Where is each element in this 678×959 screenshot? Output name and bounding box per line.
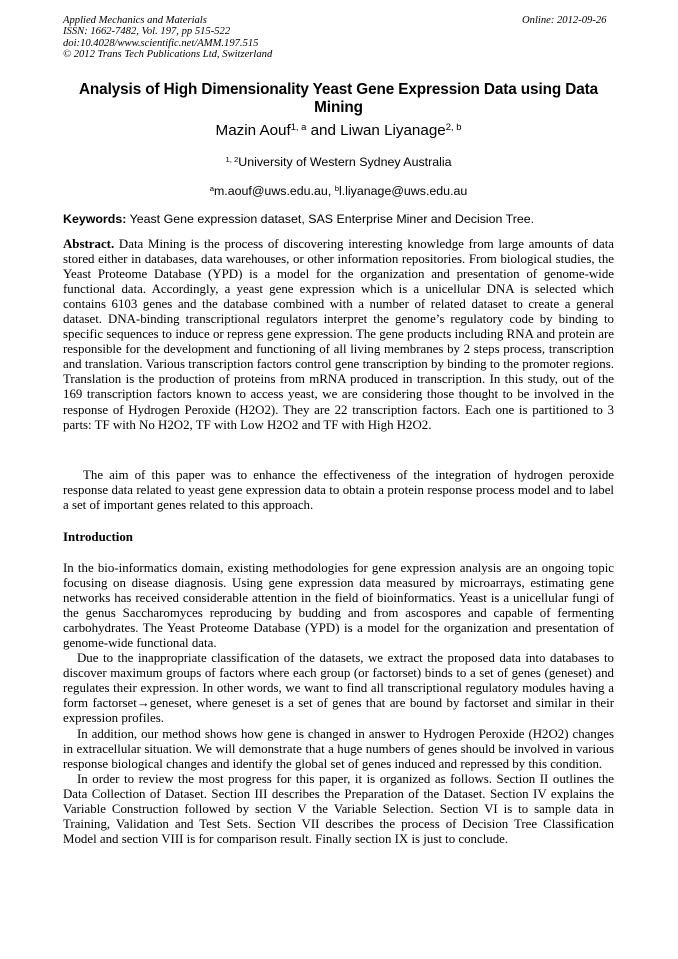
author-superscript: 2, b: [445, 120, 462, 132]
affiliation: [63, 155, 614, 171]
affiliation-text: University of Western Sydney Australia: [238, 155, 452, 169]
author-conjunction: and: [306, 122, 341, 139]
author-name: Mazin Aouf: [215, 122, 291, 139]
email-superscript: a: [209, 183, 214, 193]
paragraph: Due to the inappropriate classification of the datasets, we extract the proposed data into databases to discover maximum groups of factors where each group (or factorset) binds to a set of genes (geneset) and regulates their expression. In other words, we want to find all transcriptional regulatory modules having a form factorset→geneset, where geneset is a set of genes that are bound by factorset and similar in their expression profiles.: [63, 651, 614, 726]
abstract-text: Data Mining is the process of discovering interesting knowledge from large amounts of data stored either in databases, data warehouses, or other information repositories. From biological studies, the Yeast Proteome Database (YPD) is a model for the organization and presentation of genome-wide functional data. Accordingly, a yeast gene expression which is a unicellular DNA is selected which contains 6103 genes and the database combined with a number of related dataset to create a general dataset. DNA-binding transcriptional regulators interpret the genome’s regulatory code by binding to specific sequences to induce or repress gene expression. The gene products including RNA and protein are responsible for the development and functioning of all living membranes by 2 steps process, transcription and translation. Various transcription factors control gene transcription by binding to the promoter regions. Translation is the production of proteins from mRNA produced in transcription. In this study, out of the 169 transcription factors known to access yeast, we are considering those thought to be involved in the response of Hydrogen Peroxide (H2O2). They are 22 transcription factors. Each one is partitioned to 3 parts: TF with No H2O2, TF with Low H2O2 and TF with High H2O2.: [63, 237, 614, 432]
email-separator: ,: [327, 184, 335, 198]
keywords: [63, 212, 623, 227]
abstract-label: Abstract.: [63, 237, 115, 251]
doi-line: doi:10.4028/www.scientific.net/AMM.197.515: [63, 37, 259, 49]
email-superscript: b: [334, 183, 339, 193]
journal-header: [63, 15, 272, 61]
author-emails: [63, 184, 614, 200]
section-heading-introduction: Introduction: [63, 530, 133, 544]
online-date: Online: 2012-09-26: [522, 15, 607, 26]
abstract: [63, 237, 614, 433]
paragraph: In order to review the most progress for this paper, it is organized as follows. Section II outlines the Data Collection of Dataset. Section III describes the Preparation of the Dataset. Section IV explains the Variable Construction followed by section V the Variable Selection. Section VI is to sample data in Training, Validation and Test Sets. Section VII describes the process of Decision Tree Classification Model and section VIII is for comparison result. Finally section IX is just to conclude.: [63, 771, 614, 846]
keywords-text: Yeast Gene expression dataset, SAS Enterprise Miner and Decision Tree.: [126, 212, 535, 226]
email-link[interactable]: l.liyanage@uws.edu.au: [338, 184, 468, 198]
email-link[interactable]: m.aouf@uws.edu.au: [213, 184, 328, 198]
paper-title: Analysis of High Dimensionality Yeast Gene Expression Data using Data Mining: [78, 81, 599, 116]
author-name: Liwan Liyanage: [340, 122, 446, 139]
paragraph: In the bio-informatics domain, existing methodologies for gene expression analysis are an ongoing topic focusing on disease diagnosis. Using gene expression data measured by microarrays, estimating gene networks has received considerable attention in the field of bioinformatics. Yeast is a unicellular fungi of the genus Saccharomyces reproducing by budding and from ascospores and capable of fermenting carbohydrates. The Yeast Proteome Database (YPD) is a model for the organization and presentation of genome-wide functional data.: [63, 561, 614, 651]
author-line: [63, 122, 614, 141]
paragraph: In addition, our method shows how gene is changed in answer to Hydrogen Peroxide (H2O2) changes in extracellular situation. We will demonstrate that a huge numbers of genes should be involved in various response biological changes and identify the global set of genes induced and repressed by this condition.: [63, 726, 614, 771]
paragraph: The aim of this paper was to enhance the effectiveness of the integration of hydrogen peroxide response data related to yeast gene expression data to obtain a protein response process model and to label a set of important genes related to this approach.: [63, 468, 614, 513]
journal-name: Applied Mechanics and Materials: [63, 15, 207, 26]
keywords-label: Keywords:: [63, 212, 127, 226]
affiliation-superscript: 1, 2: [225, 154, 239, 164]
issn-line: ISSN: 1662-7482, Vol. 197, pp 515-522: [63, 26, 231, 38]
aim-paragraph: [63, 468, 614, 513]
copyright-line: © 2012 Trans Tech Publications Ltd, Switzerland: [63, 49, 273, 61]
introduction-body: [63, 561, 614, 847]
author-superscript: 1, a: [290, 120, 307, 132]
